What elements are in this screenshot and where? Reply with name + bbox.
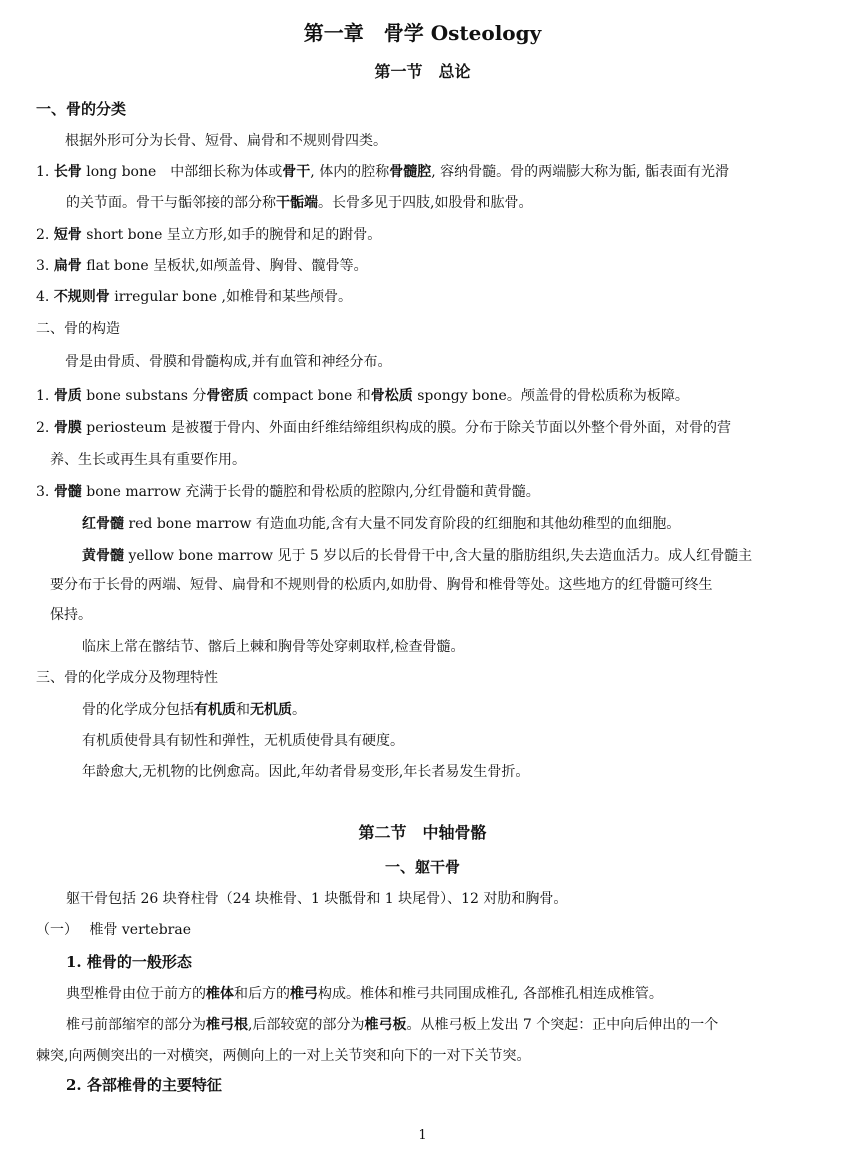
paragraph: 典型椎骨由位于前方的椎体和后方的椎弓构成。椎体和椎弓共同围成椎孔, 各部椎孔相连成椎管。 xyxy=(66,986,663,1002)
paragraph: 骨是由骨质、骨膜和骨髓构成,并有血管和神经分布。 xyxy=(65,354,392,370)
subsection-title: 一、躯干骨 xyxy=(384,858,460,876)
paragraph-clinical: 临床上常在髂结节、髂后上棘和胸骨等处穿刺取样,检查骨髓。 xyxy=(82,639,465,655)
subheading-vertebrae: （一） 椎骨 vertebrae xyxy=(36,922,191,938)
page-number: 1 xyxy=(418,1128,427,1143)
paragraph: 有机质使骨具有韧性和弹性，无机质使骨具有硬度。 xyxy=(82,733,404,749)
heading-classification: 一、骨的分类 xyxy=(36,100,127,118)
paragraph: 年龄愈大,无机物的比例愈高。因此,年幼者骨易变形,年长者易发生骨折。 xyxy=(82,764,530,780)
paragraph-red-marrow: 红骨髓 red bone marrow 有造血功能,含有大量不同发育阶段的红细胞和其他幼稚型的血细胞。 xyxy=(82,516,681,532)
paragraph: 椎弓前部缩窄的部分为椎弓根,后部较宽的部分为椎弓板。从椎弓板上发出 7 个突起：正中向后伸出的一个 xyxy=(66,1017,719,1033)
list-item-flat-bone: 3. 扁骨 flat bone 呈板状,如颅盖骨、胸骨、髋骨等。 xyxy=(36,258,368,274)
paragraph: 躯干骨包括 26 块脊柱骨（24 块椎骨、1 块骶骨和 1 块尾骨）、12 对肋和胸骨。 xyxy=(66,891,568,907)
list-item-bone-marrow: 3. 骨髓 bone marrow 充满于长骨的髓腔和骨松质的腔隙内,分红骨髓和黄骨髓。 xyxy=(36,484,540,500)
heading-structure: 二、骨的构造 xyxy=(36,321,120,337)
paragraph-yellow-marrow: 黄骨髓 yellow bone marrow 见于 5 岁以后的长骨骨干中,含大量的脂肪组织,失去造血活力。成人红骨髓主 xyxy=(82,548,753,564)
section-1-title: 第一节 总论 xyxy=(374,62,471,81)
list-item-irregular-bone: 4. 不规则骨 irregular bone ,如椎骨和某些颅骨。 xyxy=(36,289,352,305)
paragraph-continuation: 要分布于长骨的两端、短骨、扁骨和不规则骨的松质内,如肋骨、胸骨和椎骨等处。这些地方的红骨髓可终生 xyxy=(50,577,713,593)
list-item-long-bone: 1. 长骨 long bone 中部细长称为体或骨干, 体内的腔称骨髓腔, 容纳骨髓。骨的两端膨大称为骺, 骺表面有光滑 xyxy=(36,164,730,180)
list-item-continuation: 的关节面。骨干与骺邻接的部分称干骺端。长骨多见于四肢,如股骨和肱骨。 xyxy=(66,195,533,211)
chapter-title: 第一章 骨学 Osteology xyxy=(303,21,542,45)
list-item-short-bone: 2. 短骨 short bone 呈立方形,如手的腕骨和足的跗骨。 xyxy=(36,227,382,243)
list-item-continuation: 养、生长或再生具有重要作用。 xyxy=(50,452,246,468)
paragraph-continuation: 保持。 xyxy=(50,607,92,623)
list-item-bone-substance: 1. 骨质 bone substans 分骨密质 compact bone 和骨松质 spongy bone。颅盖骨的骨松质称为板障。 xyxy=(36,388,689,404)
section-2-title: 第二节 中轴骨骼 xyxy=(358,823,487,842)
paragraph: 根据外形可分为长骨、短骨、扁骨和不规则骨四类。 xyxy=(65,133,387,149)
paragraph-continuation: 棘突,向两侧突出的一对横突，两侧向上的一对上关节突和向下的一对下关节突。 xyxy=(36,1048,531,1064)
heading-general-form: 1. 椎骨的一般形态 xyxy=(66,953,192,971)
heading-features: 2. 各部椎骨的主要特征 xyxy=(66,1076,222,1094)
list-item-periosteum: 2. 骨膜 periosteum 是被覆于骨内、外面由纤维结缔组织构成的膜。分布于除关节面以外整个骨外面，对骨的营 xyxy=(36,420,731,436)
paragraph: 骨的化学成分包括有机质和无机质。 xyxy=(82,702,306,718)
heading-chemistry: 三、骨的化学成分及物理特性 xyxy=(36,670,218,686)
